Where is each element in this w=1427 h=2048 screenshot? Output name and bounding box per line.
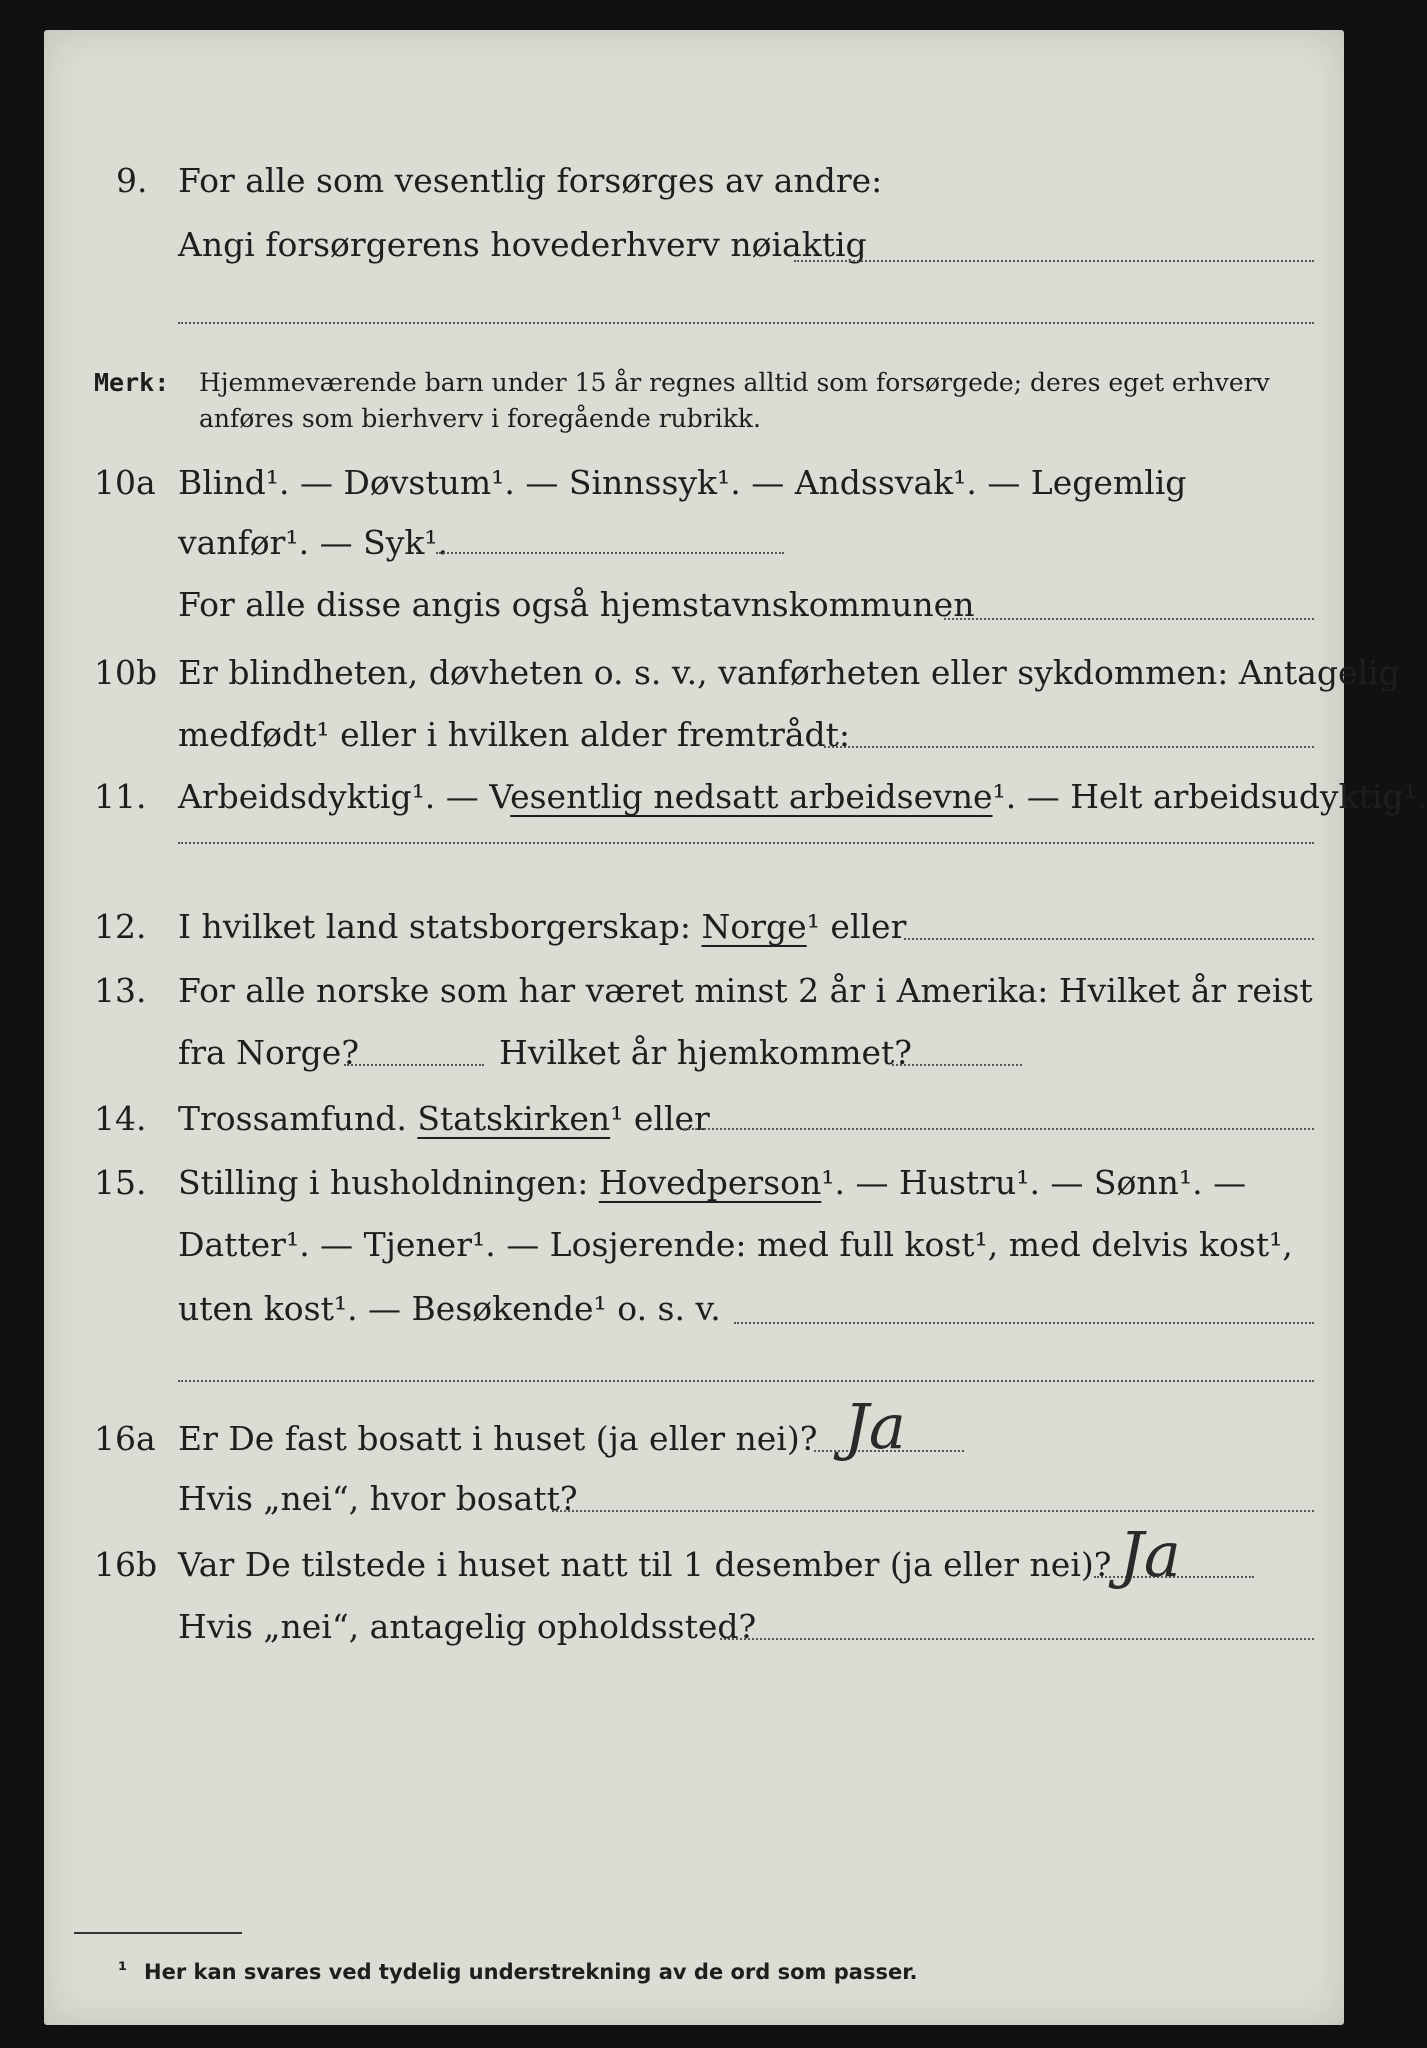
q15-answer-line-2[interactable] [178, 1380, 1314, 1382]
q10b-line2: medfødt¹ eller i hvilken alder fremtrådt: [178, 715, 851, 754]
q9-line1: For alle som vesentlig forsørges av andre: [178, 161, 883, 200]
q9-line2: Angi forsørgerens hovederhverv nøiaktig [178, 225, 867, 264]
merk-line1: Hjemmeværende barn under 15 år regnes alltid som forsørgede; deres eget erhverv [199, 368, 1270, 397]
q15-underlined-answer: Hovedperson [598, 1163, 822, 1202]
q10a-line3: For alle disse angis også hjemstavnskommunen [178, 585, 975, 624]
q10a-line1: Blind¹. — Døvstum¹. — Sinnssyk¹. — Andssvak¹. — Legemlig [178, 463, 1187, 502]
q14-line [178, 1099, 710, 1138]
q10a-line2: vanfør¹. — Syk¹. [178, 523, 449, 562]
q16a-number: 16a [94, 1419, 156, 1458]
q14-number: 14. [94, 1099, 147, 1138]
q13-number: 13. [94, 971, 147, 1010]
q15-number: 15. [94, 1163, 147, 1202]
q11-line [178, 777, 1427, 816]
footnote-rule [74, 1932, 242, 1934]
q13-reist-line[interactable] [344, 1064, 484, 1066]
q12-underlined-answer: Norge [701, 907, 807, 946]
q10a-hjemstavn-line[interactable] [944, 618, 1314, 620]
q11-answer-line[interactable] [178, 842, 1314, 844]
q16a-line2: Hvis „nei“, hvor bosatt? [178, 1479, 578, 1518]
q14-answer-line[interactable] [684, 1128, 1314, 1130]
q10b-answer-line[interactable] [824, 746, 1314, 748]
q9-answer-line[interactable] [794, 260, 1314, 262]
q9-number: 9. [116, 161, 148, 200]
merk-line2: anføres som bierhverv i foregående rubrikk. [199, 404, 761, 433]
q10a-syk-line[interactable] [436, 552, 784, 554]
q12-answer-line[interactable] [904, 938, 1314, 940]
q12-number: 12. [94, 907, 147, 946]
q12-part1: I hvilket land statsborgerskap: [178, 907, 702, 946]
q11-underlined-answer: esentlig nedsatt arbeidsevne [510, 777, 993, 816]
q12-part2: ¹ eller [806, 907, 907, 946]
q15-part2: ¹. — Hustru¹. — Sønn¹. — [821, 1163, 1247, 1202]
q14-part1: Trossamfund. [178, 1099, 418, 1138]
merk-label: Merk: [94, 368, 170, 397]
q15-part1: Stilling i husholdningen: [178, 1163, 599, 1202]
q15-line1 [178, 1163, 1247, 1202]
q16a-line1: Er De fast bosatt i huset (ja eller nei)? [178, 1419, 818, 1458]
q13-hjemkommet-line[interactable] [892, 1064, 1022, 1066]
q11-part2: ¹. — Helt arbeidsudyktig¹. [992, 777, 1427, 816]
q16a-handwritten-answer: Ja [844, 1390, 906, 1463]
q16b-line2: Hvis „nei“, antagelig opholdssted? [178, 1607, 757, 1646]
q10b-number: 10b [94, 653, 158, 692]
q13-line2a: fra Norge? [178, 1033, 360, 1072]
census-form-page [44, 30, 1427, 2025]
q13-line1: For alle norske som har været minst 2 år i Amerika: Hvilket år reist [178, 971, 1313, 1010]
q13-line2b: Hvilket år hjemkommet? [499, 1033, 912, 1072]
q14-underlined-answer: Statskirken [417, 1099, 611, 1138]
q15-line3: uten kost¹. — Besøkende¹ o. s. v. [178, 1289, 721, 1328]
q9-answer-line-2[interactable] [178, 322, 1314, 324]
q12-line [178, 907, 907, 946]
q16a-bosatt-line[interactable] [552, 1510, 1314, 1512]
q14-part2: ¹ eller [610, 1099, 710, 1138]
q11-number: 11. [94, 777, 147, 816]
q16b-opholdssted-line[interactable] [720, 1638, 1314, 1640]
q15-line2: Datter¹. — Tjener¹. — Losjerende: med full kost¹, med delvis kost¹, [178, 1225, 1293, 1264]
q16b-line1: Var De tilstede i huset natt til 1 desember (ja eller nei)? [178, 1545, 1112, 1584]
q10a-number: 10a [94, 463, 156, 502]
q10b-line1: Er blindheten, døvheten o. s. v., vanførheten eller sykdommen: Antagelig [178, 653, 1400, 692]
footnote-mark: ¹ [118, 1958, 128, 1982]
footnote-text: Her kan svares ved tydelig understrekning av de ord som passer. [144, 1960, 918, 1984]
q11-part1: Arbeidsdyktig¹. — V [178, 777, 511, 816]
q16b-handwritten-answer: Ja [1119, 1518, 1181, 1591]
q16b-number: 16b [94, 1545, 158, 1584]
q15-answer-line[interactable] [734, 1322, 1314, 1324]
